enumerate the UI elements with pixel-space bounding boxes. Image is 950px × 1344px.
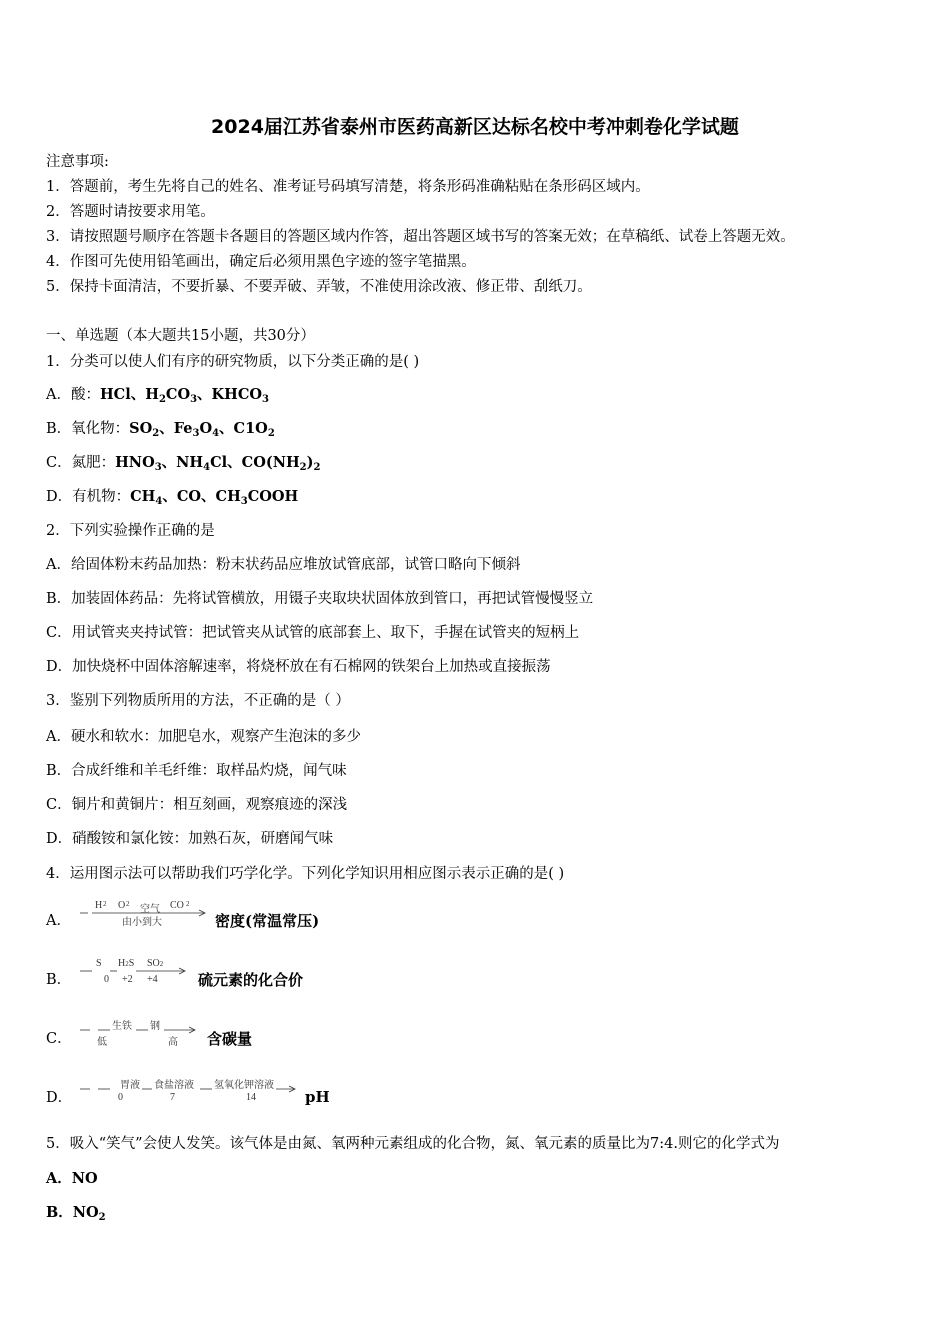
notice-item-2: 2．答题时请按要求用笔。 bbox=[46, 204, 215, 220]
section-heading: 一、单选题（本大题共15小题，共30分） bbox=[46, 328, 315, 344]
diagram-tick-low: 低 bbox=[97, 1037, 107, 1048]
question-3-stem: 3．鉴别下列物质所用的方法，不正确的是（ ） bbox=[46, 693, 350, 709]
diagram-tick-7: 7 bbox=[170, 1092, 175, 1103]
diagram-tick-plus4: +4 bbox=[147, 974, 158, 985]
notice-item-4: 4．作图可先使用铅笔画出，确定后必须用黑色字迹的签字笔描黑。 bbox=[46, 254, 476, 270]
question-4-option-c-letter: C． bbox=[46, 1031, 72, 1047]
sulfur-valence-diagram bbox=[80, 958, 190, 988]
question-1-option-c: C．氮肥：$HNO_3$、$NH_4Cl$、$CO(NH_2)_2$ bbox=[46, 454, 321, 473]
question-3-option-c: C．铜片和黄铜片：相互刻画，观察痕迹的深浅 bbox=[46, 797, 348, 813]
diagram-label-pig-iron: 生铁 bbox=[112, 1021, 132, 1032]
question-2-option-d: D．加快烧杯中固体溶解速率，将烧杯放在有石棉网的铁架台上加热或直接振荡 bbox=[46, 659, 551, 675]
diagram-tick-14: 14 bbox=[246, 1092, 256, 1103]
question-1-option-d: D．有机物：$CH_4$、CO、$CH_3COOH$ bbox=[46, 488, 299, 507]
question-5-option-b: B．$NO_2$ bbox=[46, 1204, 106, 1223]
question-3-option-d: D．硝酸铵和氯化铵：加熟石灰，研磨闻气味 bbox=[46, 831, 334, 847]
ph-arrow-icon bbox=[80, 1084, 300, 1094]
diagram-tick-0: 0 bbox=[118, 1092, 123, 1103]
diagram-label-co2: CO bbox=[170, 900, 184, 911]
diagram-tick-plus2: +2 bbox=[122, 974, 133, 985]
page-title: 2024届江苏省泰州市医药高新区达标名校中考冲刺卷化学试题 bbox=[211, 116, 739, 138]
question-2-option-b: B．加装固体药品：先将试管横放，用镊子夹取块状固体放到管口，再把试管慢慢竖立 bbox=[46, 591, 594, 607]
notice-item-3: 3．请按照题号顺序在答题卡各题目的答题区域内作答，超出答题区域书写的答案无效；在草稿纸、试卷上答题无效。 bbox=[46, 229, 795, 245]
diagram-label-o2: O bbox=[118, 900, 126, 911]
carbon-arrow-icon bbox=[80, 1025, 200, 1035]
diagram-label-salt-solution: 食盐溶液 bbox=[154, 1080, 194, 1091]
diagram-label-steel: 钢 bbox=[150, 1021, 160, 1032]
question-4-option-d-letter: D． bbox=[46, 1090, 73, 1106]
question-5-stem: 5．吸入“笑气”会使人发笑。该气体是由氮、氧两种元素组成的化合物，氮、氧元素的质量比为7:4.则它的化学式为 bbox=[46, 1136, 780, 1152]
question-4-option-d-caption: pH bbox=[305, 1088, 330, 1106]
question-4-stem: 4．运用图示法可以帮助我们巧学化学。下列化学知识用相应图示表示正确的是( ) bbox=[46, 866, 565, 882]
question-2-option-c: C．用试管夹夹持试管：把试管夹从试管的底部套上、取下，手握在试管夹的短柄上 bbox=[46, 625, 580, 641]
diagram-tick-high: 高 bbox=[168, 1037, 178, 1048]
notice-item-5: 5．保持卡面清洁，不要折暴、不要弄破、弄皱，不准使用涂改液、修正带、刮纸刀。 bbox=[46, 279, 592, 295]
carbon-content-diagram bbox=[80, 1017, 200, 1047]
diagram-under-label: 由小到大 bbox=[122, 917, 162, 928]
question-4-option-a-letter: A． bbox=[46, 913, 71, 929]
diagram-label-s: S bbox=[96, 958, 102, 969]
question-4-option-b-caption: 硫元素的化合价 bbox=[198, 971, 304, 989]
question-3-option-a: A．硬水和软水：加肥皂水，观察产生泡沫的多少 bbox=[46, 729, 361, 745]
density-arrow-icon bbox=[80, 908, 210, 918]
diagram-label-air: 空气 bbox=[140, 904, 160, 915]
diagram-label-h2s: H2S bbox=[118, 958, 135, 969]
valence-arrow-icon bbox=[80, 966, 190, 976]
ph-diagram bbox=[80, 1076, 300, 1106]
question-4-option-b-letter: B． bbox=[46, 972, 72, 988]
diagram-label-h2: H bbox=[95, 900, 103, 911]
question-2-stem: 2．下列实验操作正确的是 bbox=[46, 523, 215, 539]
diagram-label-koh-solution: 氢氧化钾溶液 bbox=[214, 1080, 274, 1091]
question-1-stem: 1．分类可以使人们有序的研究物质，以下分类正确的是( ) bbox=[46, 354, 420, 370]
diagram-label-gastric-juice: 胃液 bbox=[120, 1080, 140, 1091]
question-4-option-c-caption: 含碳量 bbox=[207, 1030, 253, 1048]
diagram-label-so2: SO2 bbox=[147, 958, 164, 969]
diagram-tick-0: 0 bbox=[104, 974, 109, 985]
question-3-option-b: B．合成纤维和羊毛纤维：取样品灼烧，闻气味 bbox=[46, 763, 347, 779]
density-diagram: H 2 O 2 空气 CO 2 由小到大 bbox=[80, 900, 210, 930]
question-2-option-a: A．给固体粉末药品加热：粉末状药品应堆放试管底部，试管口略向下倾斜 bbox=[46, 557, 521, 573]
question-1-option-b: B．氧化物：$SO_2$、$Fe_3O_4$、$C1O_2$ bbox=[46, 420, 275, 439]
question-5-option-a: A．NO bbox=[46, 1170, 98, 1187]
question-4-option-a-caption: 密度(常温常压) bbox=[215, 912, 320, 930]
question-1-option-a: A．酸：HCl、$H_2CO_3$、$KHCO_3$ bbox=[46, 386, 269, 405]
notice-heading: 注意事项: bbox=[46, 154, 109, 170]
notice-item-1: 1．答题前，考生先将自己的姓名、准考证号码填写清楚，将条形码准确粘贴在条形码区域内。 bbox=[46, 179, 650, 195]
